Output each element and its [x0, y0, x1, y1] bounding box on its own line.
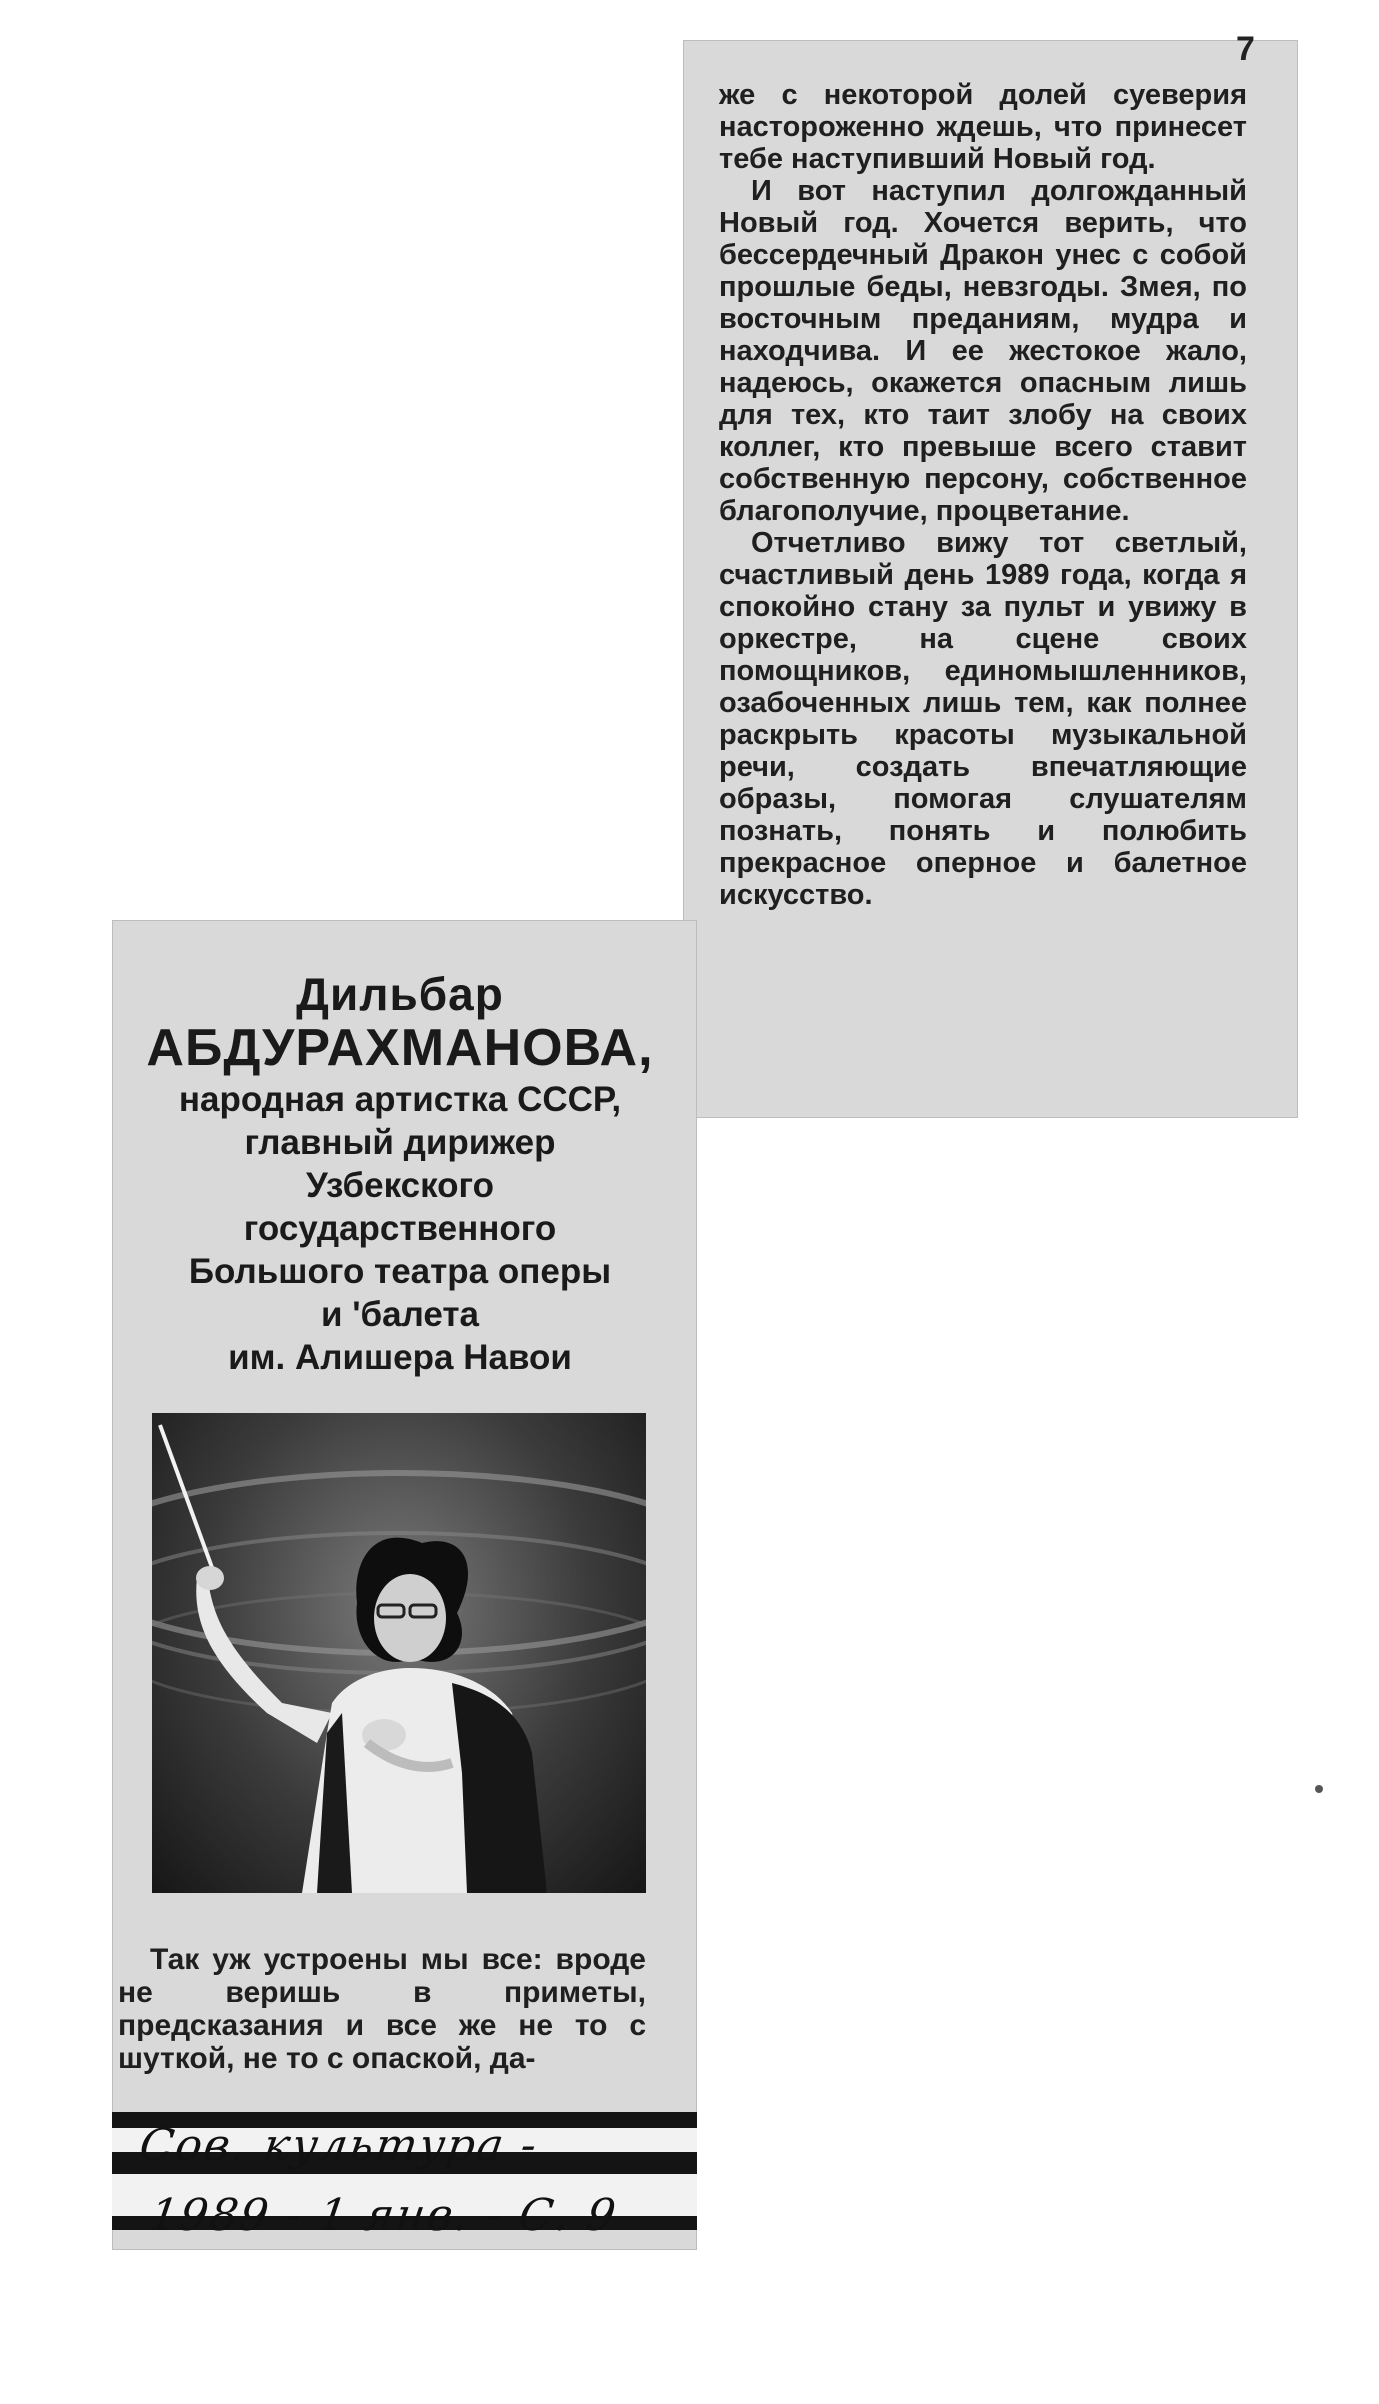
article-right-column: [719, 79, 1247, 911]
dust-speck: [1315, 1785, 1323, 1793]
paragraph: же с некоторой долей суеверия настороженно ждешь, что принесет тебе наступивший Новый год.: [719, 79, 1247, 175]
author-title: народная артистка СССР, главный дирижер Узбекского государственного Большого театра оперы и 'балета им. Алишера Навои: [178, 1080, 622, 1377]
conductor-photo: [152, 1413, 646, 1893]
paragraph: Так уж устроены мы все: вроде не веришь в приметы, предсказания и все же не то с шуткой, не то с опаской, да-: [118, 1943, 646, 2075]
handwritten-source: Сов. культура -: [136, 2120, 542, 2171]
handwritten-date: 1989 - 1 янв. - С. 9: [146, 2190, 621, 2241]
paragraph: И вот наступил долгожданный Новый год. Хочется верить, что бессердечный Дракон унес с собой прошлые беды, невзгоды. Змея, по восточным преданиям, мудра и находчива. И ее жестокое жало, надеюсь, окажется опасным лишь для тех, кто таит злобу на своих коллег, кто превыше всего ставит собственную персону, собственное благополучие, процветание.: [719, 175, 1247, 527]
author-last-name: АБДУРАХМАНОВА,: [146, 1019, 654, 1077]
corner-mark: 7: [1236, 30, 1255, 68]
paragraph: Отчетливо вижу тот светлый, счастливый день 1989 года, когда я спокойно стану за пульт и увижу в оркестре, на сцене своих помощников, единомышленников, озабоченных лишь тем, как полнее раскрыть красоты музыкальной речи, создать впечатляющие образы, помогая слушателям познать, понять и полюбить прекрасное оперное и балетное искусство.: [719, 527, 1247, 911]
author-headline: [130, 968, 670, 1379]
article-left-column: [118, 1943, 646, 2075]
author-first-name: Дильбар: [296, 968, 504, 1020]
conductor-illustration: [152, 1413, 646, 1893]
